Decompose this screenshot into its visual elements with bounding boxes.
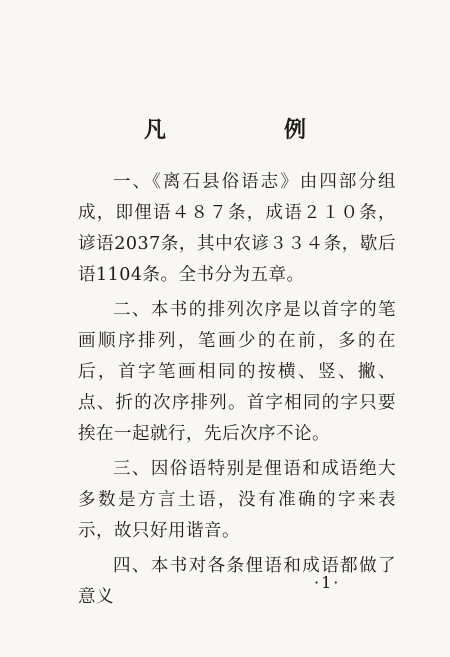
page-title: 凡 例 [143,117,354,143]
paragraph-2: 二、本书的排列次序是以首字的笔画顺序排列，笔画少的在前，多的在后，首字笔画相同的按横、竖、撇、点、折的次序排列。首字相同的字只要挨在一起就行，先后次序不论。 [78,300,396,444]
body-text [78,167,396,621]
page-number: ·1· [314,573,341,592]
paragraph-4: 四、本书对各条俚语和成语都做了意义 [78,556,396,607]
paragraph-1: 一、《离石县俗语志》由四部分组成，即俚语４８７条，成语２１０条，谚语2037条，其中农谚３３４条，歇后语1104条。全书分为五章。 [78,172,396,285]
paragraph-3: 三、因俗语特别是俚语和成语绝大多数是方言土语，没有准确的字来表示，故只好用谐音。 [78,459,396,541]
